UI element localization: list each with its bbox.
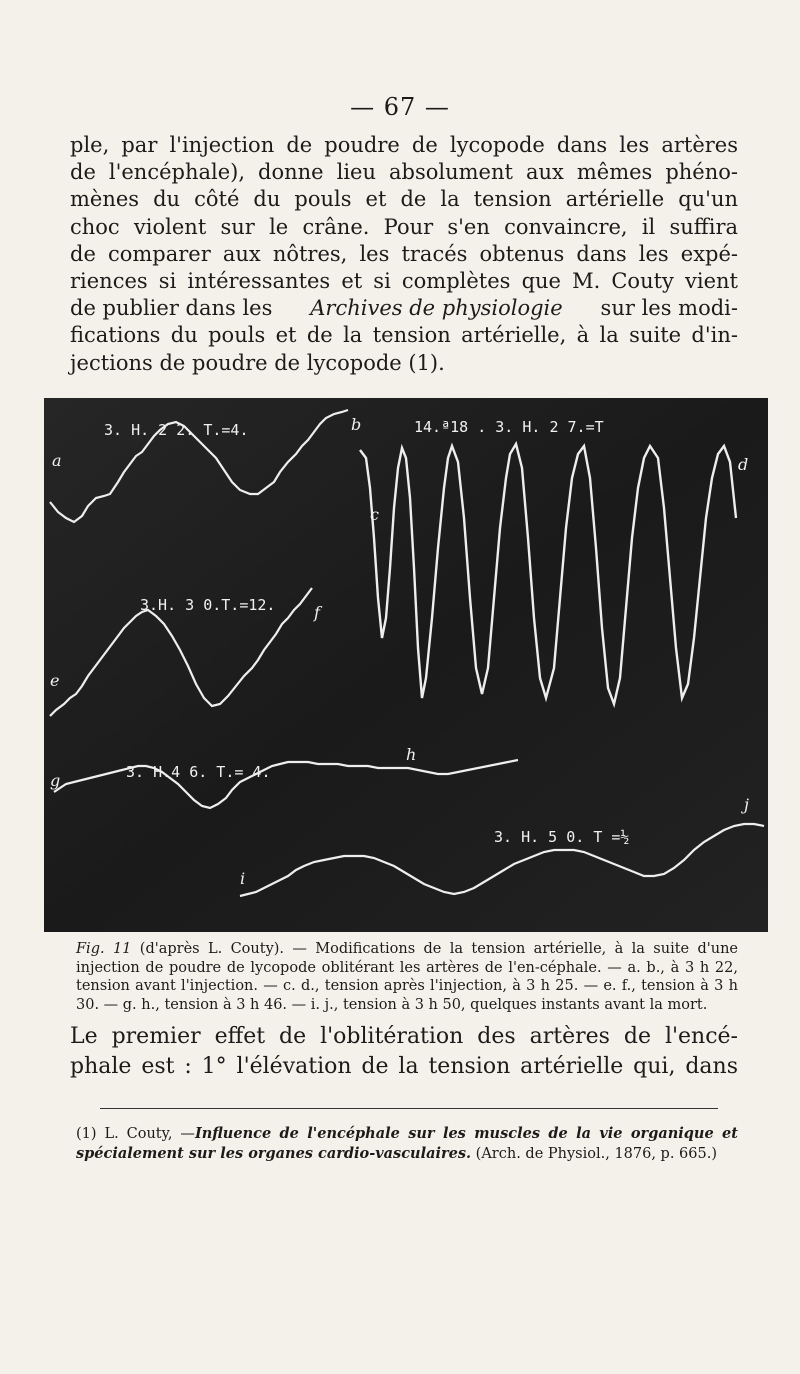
footnote-title: Influence de l'encéphale sur les muscles de la vie organique et spécialement sur les organes cardio-vasculaires. [76, 1125, 738, 1162]
letter-d: d [738, 455, 749, 474]
letter-i: i [240, 869, 246, 888]
letter-h: h [406, 745, 417, 764]
text-line: riences si intéressantes et si complètes que M. Couty vient [70, 268, 738, 293]
footnote-divider [100, 1108, 718, 1109]
letter-a: a [52, 451, 62, 470]
figure-number: Fig. 11 [76, 941, 132, 957]
paragraph-2 [70, 1022, 738, 1082]
trace-label-gh: 3. H.4 6. T.= 4. [126, 763, 271, 781]
figure-kymograph-tracing [44, 398, 768, 932]
letter-c: c [370, 505, 379, 524]
letter-f: f [314, 603, 320, 622]
letter-b: b [351, 415, 362, 434]
paragraph-1 [70, 132, 738, 377]
tracing-svg [44, 398, 768, 932]
trace-label-ef: 3.H. 3 0.T.=12. [140, 596, 276, 614]
trace-label-ij: 3. H. 5 0. T =½ [494, 828, 630, 846]
text-line: phale est : 1° l'élévation de la tension artérielle qui, dans [70, 1054, 738, 1079]
trace-label-cd: 14.ª18 . 3. H. 2 7.=T [414, 418, 604, 436]
journal-title: Archives de physiologie [310, 296, 563, 321]
text-line [70, 295, 738, 322]
figure-caption [76, 940, 738, 1014]
caption-text: (d'après L. Couty). — Modifications de la tension artérielle, à la suite d'une injection de poudre de lycopode oblitérant les artères de l'en-céphale. — a. b., à 3 h 22, tension avant l'injection. — c. d., tension après l'injection, à 3 h 25. — e. f., tension à 3 h 30. — g. h., tension à 3 h 46. — i. j., tension à 3 h 50, quelques instants avant la mort. [76, 941, 739, 1013]
text-line: choc violent sur le crâne. Pour s'en convaincre, il suffira [70, 214, 738, 239]
text-line: mènes du côté du pouls et de la tension artérielle qu'un [70, 187, 738, 212]
letter-g: g [50, 771, 61, 790]
trace-label-ab: 3. H. 2 2. T.=4. [104, 421, 249, 439]
letter-j: j [744, 795, 749, 814]
text-line: fications du pouls et de la tension artérielle, à la suite d'in- [70, 323, 738, 348]
text-line: Le premier effet de l'oblitération des artères de l'encé- [70, 1024, 738, 1049]
footnote-prefix: (1) L. Couty, — [76, 1126, 195, 1142]
letter-e: e [50, 671, 60, 690]
text-segment: sur les modi- [600, 296, 738, 321]
text-line: de comparer aux nôtres, les tracés obtenus dans les expé- [70, 241, 738, 266]
footnote-journal: (Arch. de Physiol., 1876, p. 665.) [475, 1146, 718, 1162]
text-line: jections de poudre de lycopode (1). [70, 350, 445, 375]
text-line: de l'encéphale), donne lieu absolument aux mêmes phéno- [70, 160, 738, 185]
page-number: — 67 — [350, 93, 450, 121]
footnote [76, 1124, 738, 1164]
text-line: ple, par l'injection de poudre de lycopode dans les artères [70, 133, 738, 157]
text-segment: de publier dans les [70, 296, 273, 321]
